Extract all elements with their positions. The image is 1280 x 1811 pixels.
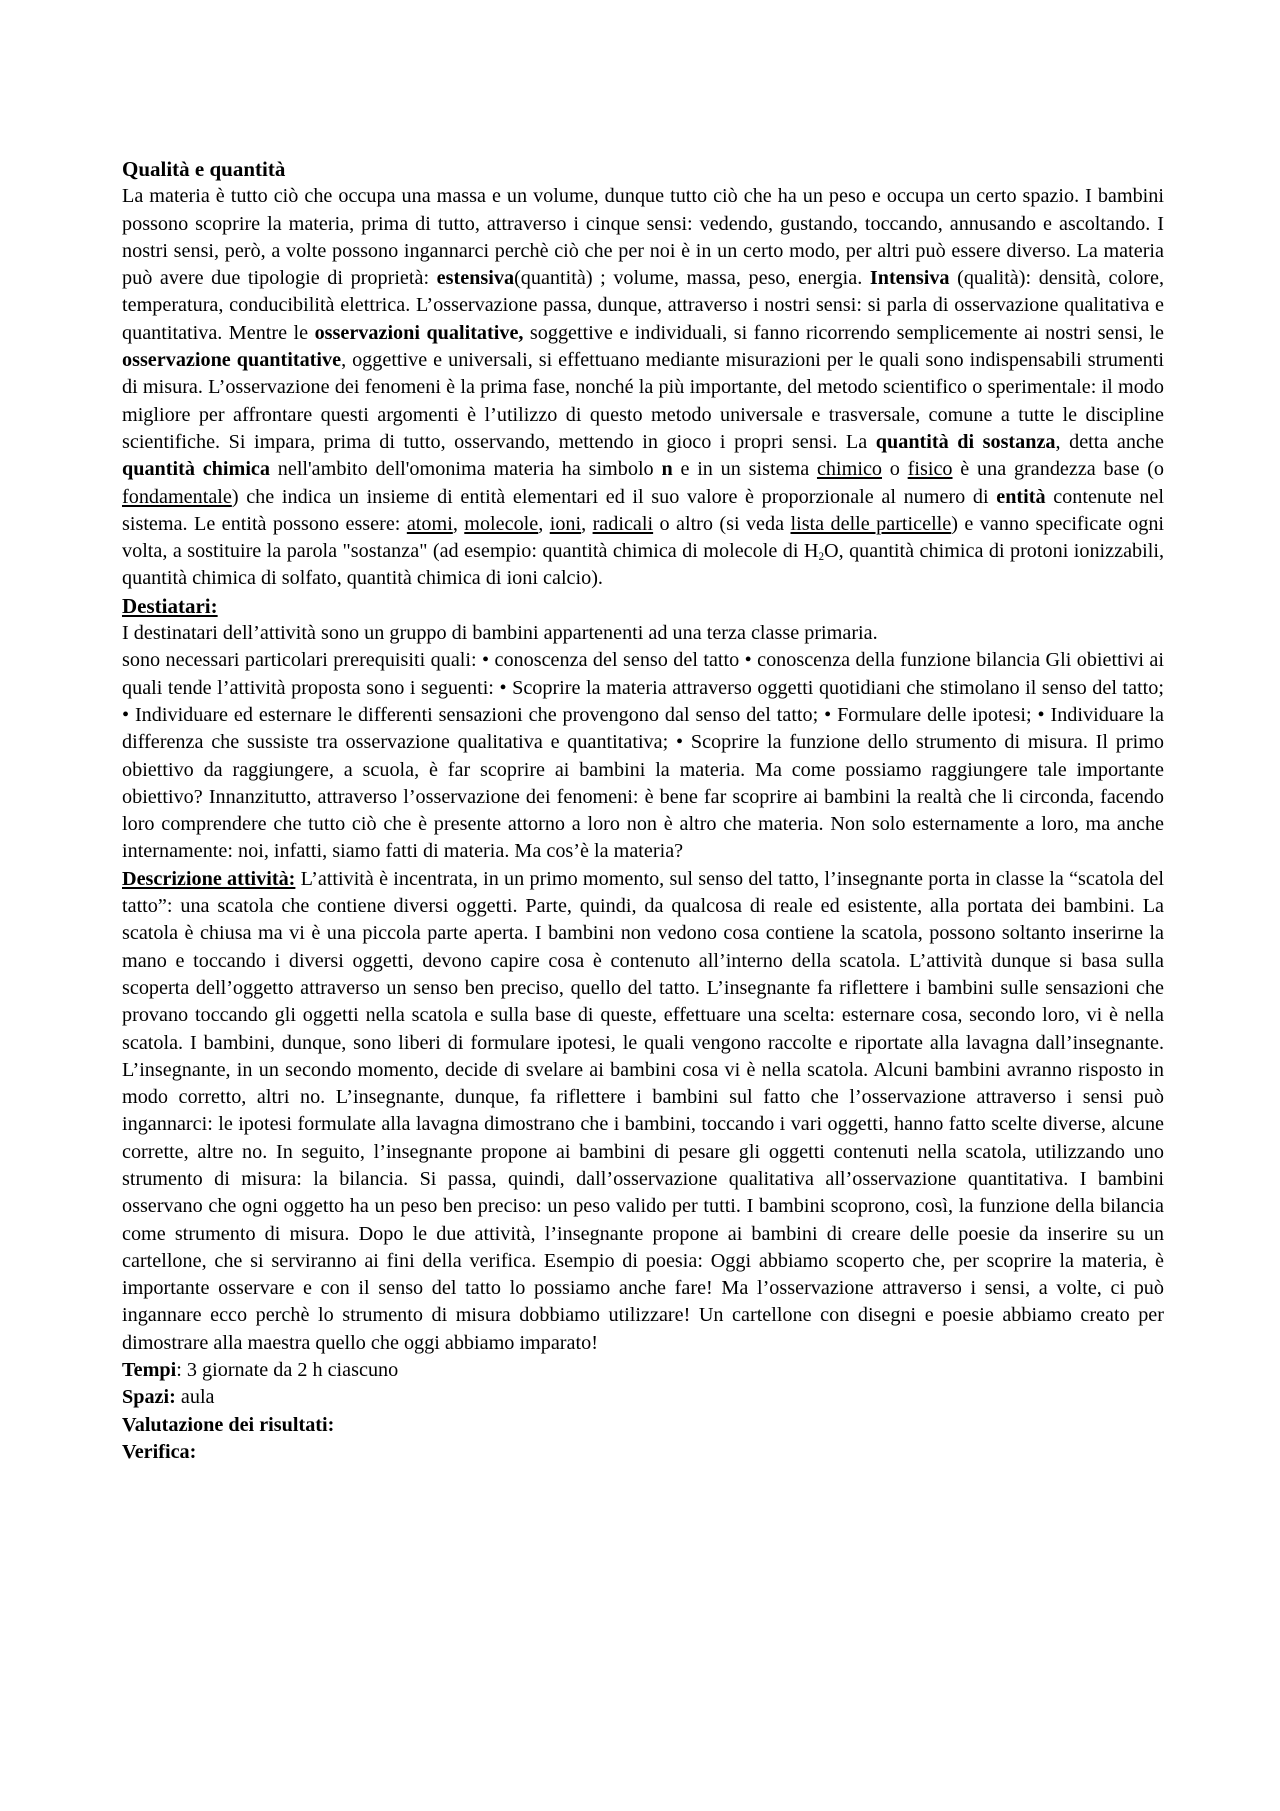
text-run: O, quantità chimica di protoni ionizzabili, quantità chimica di solfato, quantità chimica di ioni calcio). xyxy=(122,540,1164,590)
bold-term: quantità chimica xyxy=(122,458,270,481)
section-title-qualita: Qualità e quantità xyxy=(122,157,286,181)
bold-term: osservazione quantitative xyxy=(122,349,342,372)
subscript-2: 2 xyxy=(818,550,825,563)
text-run: o altro (si veda xyxy=(653,512,791,535)
paragraph-descrizione xyxy=(122,866,1164,1357)
paragraph-destinatari-2: sono necessari particolari prerequisiti quali: • conoscenza del senso del tatto • conoscenza della funzione bilancia Gli obiettivi ai quali tende l’attività proposta sono i seguenti: • Scoprire la materia attraverso oggetti quotidiani che stimolano il senso del tatto; • Individuare ed esternare le differenti sensazioni che provengono dal senso del tatto; • Formulare delle ipotesi; • Individuare la differenza che sussiste tra osservazione qualitativa e quantitativa; • Scoprire la funzione dello strumento di misura. Il primo obiettivo da raggiungere, a scuola, è far scoprire ai bambini la materia. Ma come possiamo raggiungere tale importante obiettivo? Innanzitutto, attraverso l’osservazione dei fenomeni: è bene far scoprire ai bambini la realtà che li circonda, facendo loro comprendere che tutto ciò che è presente attorno a loro non è altro che materia. Non solo esternamente a loro, ma anche internamente: noi, infatti, siamo fatti di materia. Ma cos’è la materia? xyxy=(122,649,1164,863)
text-run: soggettive e individuali, si fanno ricorrendo semplicemente ai nostri sensi, le xyxy=(523,321,1165,344)
text-run: è una grandezza base (o xyxy=(952,458,1165,481)
text-run: , detta anche xyxy=(1055,430,1164,453)
text-run: ) e vanno specificate ogni volta, a sostituire la parola "sostanza" (ad esempio: quantità chimica di molecole di H xyxy=(122,512,1165,563)
text-run: , xyxy=(581,512,593,535)
text-run: (quantità) ; volume, massa, peso, energia. xyxy=(514,267,870,290)
link-fondamentale[interactable]: fondamentale xyxy=(122,485,232,508)
spazi-value: aula xyxy=(175,1386,215,1409)
document-page xyxy=(122,156,1164,1466)
link-fisico[interactable]: fisico xyxy=(907,458,953,481)
tempi-label: Tempi xyxy=(122,1359,177,1382)
paragraph-destinatari-1: I destinatari dell’attività sono un gruppo di bambini appartenenti ad una terza classe primaria. xyxy=(122,622,878,645)
spazi-label: Spazi: xyxy=(122,1386,176,1409)
bold-term: entità xyxy=(996,485,1046,508)
link-lista-particelle[interactable]: lista delle particelle xyxy=(790,512,952,535)
text-run: La materia è tutto ciò che occupa una massa e un volume, dunque tutto ciò che ha un peso e occupa un certo spazio. I bambini possono scoprire la materia, prima di tutto, attraverso i cinque sensi: vedendo, gustando, toccando, annusando e ascoltando. I nostri sensi, però, a volte possono ingannarci perchè ciò che per noi è in un certo modo, per altri può essere diverso. La materia può avere due tipologie di proprietà: xyxy=(122,185,1164,290)
link-chimico[interactable]: chimico xyxy=(816,458,882,481)
valutazione-label: Valutazione dei risultati: xyxy=(122,1413,335,1436)
bold-term: Intensiva xyxy=(869,267,950,290)
tempi-line xyxy=(122,1357,1164,1384)
link-molecole[interactable]: molecole xyxy=(464,512,539,535)
link-atomi[interactable]: atomi xyxy=(406,512,453,535)
text-run: e in un sistema xyxy=(672,458,817,481)
bold-term: quantità di sostanza xyxy=(875,430,1056,453)
verifica-label: Verifica: xyxy=(122,1440,197,1463)
verifica-line xyxy=(122,1439,1164,1466)
tempi-value: : 3 giornate da 2 h ciascuno xyxy=(176,1359,399,1382)
valutazione-line xyxy=(122,1412,1164,1439)
text-run: (qualità): densità, colore, temperatura, conducibilità elettrica. L’osservazione passa, dunque, attraverso i nostri sensi: si parla di osservazione qualitativa e quantitativa. Mentre le xyxy=(122,267,1165,344)
section-title-descrizione: Descrizione attività: xyxy=(122,867,296,890)
text-run: , xyxy=(538,512,550,535)
bold-term: osservazioni qualitative, xyxy=(314,321,524,344)
text-run: ) che indica un insieme di entità elementari ed il suo valore è proporzionale al numero di xyxy=(231,485,997,508)
text-run: , oggettive e universali, si effettuano mediante misurazioni per le quali sono indispensabili strumenti di misura. L’osservazione dei fenomeni è la prima fase, nonché la più importante, del metodo scientifico o sperimentale: il modo migliore per affrontare questi argomenti è l’utilizzo di questo metodo universale e trasversale, comune a tutte le discipline scientifiche. Si impara, prima di tutto, osservando, mettendo in gioco i propri sensi. La xyxy=(122,349,1164,453)
link-ioni[interactable]: ioni xyxy=(549,512,582,535)
bold-term: n xyxy=(661,458,673,481)
paragraph-qualita-quantita xyxy=(122,183,1164,592)
text-run: o xyxy=(882,458,908,481)
link-radicali[interactable]: radicali xyxy=(592,512,654,535)
spazi-line xyxy=(122,1384,1164,1411)
section-title-destinatari: Destiatari: xyxy=(122,593,218,618)
text-run: L’attività è incentrata, in un primo momento, sul senso del tatto, l’insegnante porta in classe la “scatola del tatto”: una scatola che contiene diversi oggetti. Parte, quindi, da qualcosa di reale ed esistente, alla portata dei bambini. La scatola è chiusa ma vi è una piccola parte aperta. I bambini non vedono cosa contiene la scatola, possono soltanto inserirne la mano e toccando i diversi oggetti, devono capire cosa è contenuto all’interno della scatola. L’attività dunque si basa sulla scoperta dell’oggetto attraverso un senso ben preciso, quello del tatto. L’insegnante fa riflettere i bambini sulle sensazioni che provano toccando gli oggetti nella scatola e sulla base di queste, effettuare una scelta: esternare cosa, secondo loro, vi è nella scatola. I bambini, dunque, sono liberi di formulare ipotesi, le quali vengono raccolte e riportate alla lavagna dall’insegnante. L’insegnante, in un secondo momento, decide di svelare ai bambini cosa vi è nella scatola. Alcuni bambini avranno risposto in modo corretto, altri no. L’insegnante, dunque, fa riflettere i bambini sul fatto che l’osservazione attraverso i sensi può ingannarci: le ipotesi formulate alla lavagna dimostrano che i bambini, toccando i vari oggetti, hanno fatto scelte diverse, alcune corrette, altre no. In seguito, l’insegnante propone ai bambini di pesare gli oggetti contenuti nella scatola, utilizzando uno strumento di misura: la bilancia. Si passa, quindi, dall’osservazione qualitativa all’osservazione quantitativa. I bambini osservano che ogni oggetto ha un peso ben preciso: un peso valido per tutti. I bambini scoprono, così, la funzione della bilancia come strumento di misura. Dopo le due attività, l’insegnante propone ai bambini di creare delle poesie da inserire su un cartellone, che si serviranno ai fini della verifica. Esempio di poesia: Oggi abbiamo scoperto che, per scoprire la materia, è importante osservare e con il senso del tatto lo possiamo anche fare! Ma l’osservazione attraverso i sensi, a volte, ci può ingannare ecco perchè lo strumento di misura dobbiamo utilizzare! Un cartellone con disegni e poesie abbiamo creato per dimostrare alla maestra quello che oggi abbiamo imparato! xyxy=(122,867,1164,1354)
text-run: nell'ambito dell'omonima materia ha simbolo xyxy=(269,458,662,481)
text-run: , xyxy=(452,512,465,535)
bold-term: estensiva xyxy=(436,267,515,290)
text-run: contenute nel sistema. Le entità possono essere: xyxy=(122,485,1164,535)
